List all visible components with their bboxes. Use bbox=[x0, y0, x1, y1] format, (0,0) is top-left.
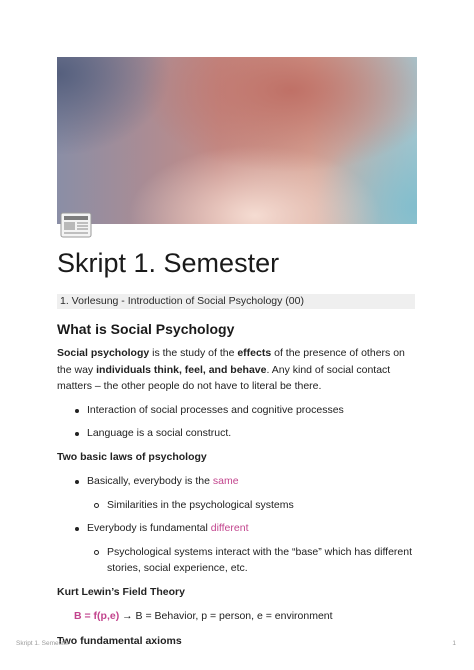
intro-bullet-list bbox=[57, 402, 419, 442]
newspaper-icon bbox=[60, 212, 92, 238]
law-item-same bbox=[57, 473, 419, 490]
page-number: 1 bbox=[452, 640, 456, 647]
page-title: Skript 1. Semester bbox=[57, 248, 280, 278]
term-social-psychology: Social psychology bbox=[57, 347, 150, 359]
intro-text-3: . Any kind of social contact matters – the other people do not have to literal be there. bbox=[57, 363, 391, 392]
lewin-formula: B = f(p,e) bbox=[74, 610, 120, 622]
laws-list bbox=[57, 473, 419, 577]
law2-highlight: different bbox=[210, 522, 249, 534]
law1-highlight: same bbox=[212, 475, 239, 487]
cover-image bbox=[57, 57, 417, 224]
intro-text-1: is the study of the bbox=[149, 347, 238, 359]
section-heading: What is Social Psychology bbox=[57, 321, 235, 337]
lewin-formula-line bbox=[57, 608, 419, 625]
axioms-heading: Two fundamental axioms bbox=[57, 634, 182, 647]
law2-text: Everybody is fundamental bbox=[87, 522, 211, 534]
lewin-explanation: → B = Behavior, p = person, e = environment bbox=[119, 610, 333, 622]
law-item-different bbox=[57, 520, 419, 537]
lecture-callout: 1. Vorlesung - Introduction of Social Psychology (00) bbox=[57, 294, 415, 309]
law1-subitem: Similarities in the psychological systems bbox=[57, 497, 419, 514]
intro-text-2: of the presence of others on the way bbox=[57, 347, 405, 376]
term-effects: effects bbox=[237, 347, 272, 359]
laws-heading: Two basic laws of psychology bbox=[57, 450, 207, 463]
term-think-feel-behave: individuals think, feel, and behave bbox=[96, 363, 267, 376]
law2-subitem: Psychological systems interact with the “base” which has different stories, social experience, etc. bbox=[57, 544, 419, 577]
law1-text: Basically, everybody is the bbox=[87, 475, 213, 487]
lewin-heading: Kurt Lewin’s Field Theory bbox=[57, 585, 185, 598]
footer-title: Skript 1. Semester bbox=[16, 640, 70, 647]
list-item: Interaction of social processes and cognitive processes bbox=[57, 402, 419, 419]
document-body bbox=[57, 318, 419, 657]
list-item: Language is a social construct. bbox=[57, 425, 419, 442]
intro-paragraph bbox=[57, 345, 419, 395]
